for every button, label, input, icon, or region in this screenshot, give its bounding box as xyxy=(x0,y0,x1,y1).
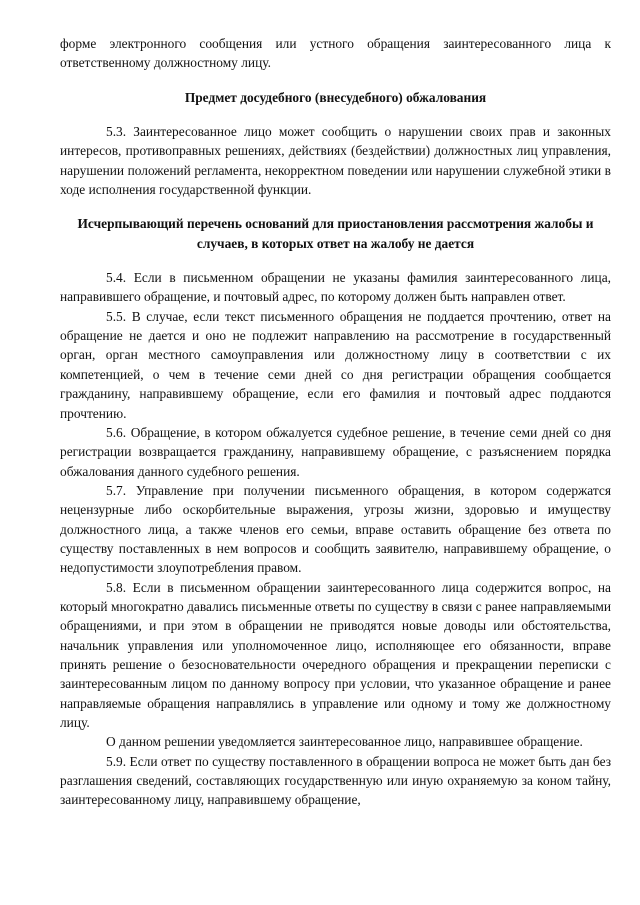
paragraph-5-9: 5.9. Если ответ по существу поставленного в обращении вопроса не может быть дан без разглашения сведений, составляющих государственную или иную охраняемую за коном тайну, заинтересованному лицу, направившему обращение, xyxy=(60,753,611,808)
paragraph-5-3: 5.3. Заинтересованное лицо может сообщить о нарушении своих прав и законных интересов, противоправных решениях, действиях (бездействии) должностных лиц управления, нарушении положений регламента, некорректном поведении или нарушении служебной этики в ходе исполнения государственной функции. xyxy=(60,124,611,198)
section-heading-grounds-list: Исчерпывающий перечень оснований для приостановления рассмотрения жалобы и случаев, в которых ответ на жалобу не дается xyxy=(77,216,594,251)
paragraph-notice: О данном решении уведомляется заинтересованное лицо, направившее обращение. xyxy=(106,734,583,750)
paragraph-5-7: 5.7. Управление при получении письменного обращения, в котором содержатся нецензурные либо оскорбительные выражения, угрозы жизни, здоровью и имуществу должностного лица, а также членов его семьи, вправе оставить обращение без ответа по существу поставленных в нем вопросов и сообщить заявителю, направившему обращение, о недопустимости злоупотребления правом. xyxy=(60,482,611,576)
paragraph-5-6: 5.6. Обращение, в котором обжалуется судебное решение, в течение семи дней со дня регистрации возвращается гражданину, направившему обращение, с разъяснением порядка обжалования данного судебного решения. xyxy=(60,424,611,479)
lead-paragraph: форме электронного сообщения или устного обращения заинтересованного лица к ответственному должностному лицу. xyxy=(60,36,611,71)
section-heading-appeal-subject: Предмет досудебного (внесудебного) обжалования xyxy=(184,89,487,105)
paragraph-5-5: 5.5. В случае, если текст письменного обращения не поддается прочтению, ответ на обращение не дается и оно не подлежит направлению на рассмотрение в государственный орган, орган местного самоуправления или должностному лицу в соответствии с их компетенцией, о чем в течение семи дней со дня регистрации обращения сообщается гражданину, направившему обращение, если его фамилия и почтовый адрес поддаются прочтению. xyxy=(60,308,611,421)
paragraph-5-4: 5.4. Если в письменном обращении не указаны фамилия заинтересованного лица, направившего обращение, и почтовый адрес, по которому должен быть направлен ответ. xyxy=(60,270,611,305)
paragraph-5-8: 5.8. Если в письменном обращении заинтересованного лица содержится вопрос, на который многократно давались письменные ответы по существу в связи с ранее направляемыми обращениями, и при этом в обращении не приводятся новые доводы или обстоятельства, начальник управления или уполномоченное лицо, исполняющее его обязанности, вправе принять решение о безосновательности очередного обращения и прекращении переписки с заинтересованным лицом по данному вопросу при условии, что указанное обращение и ранее направляемые обращения направлялись в управление или одному и тому же должностному лицу. xyxy=(60,579,611,730)
